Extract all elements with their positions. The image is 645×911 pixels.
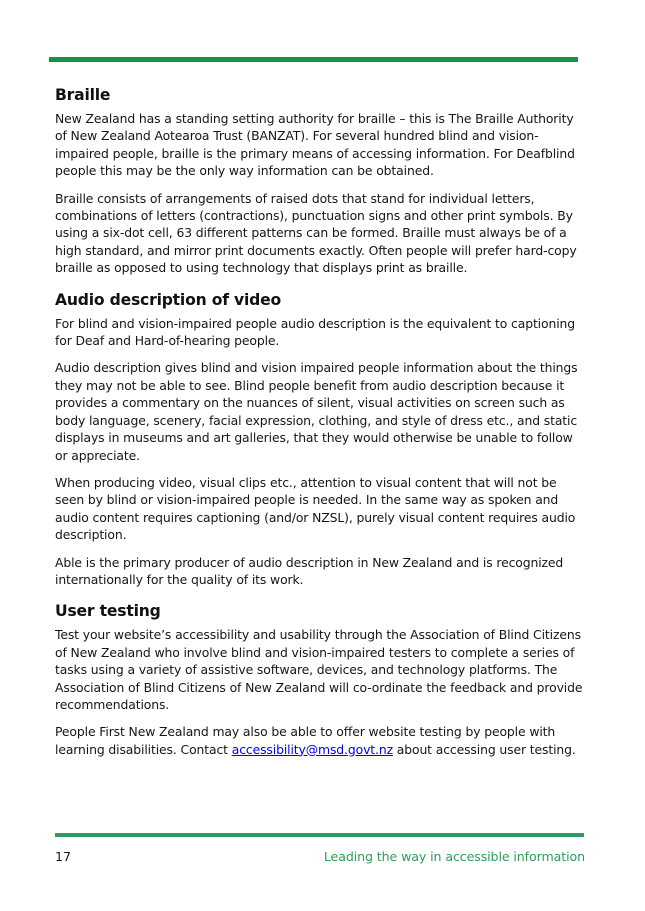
paragraph: For blind and vision-impaired people audio description is the equivalent to captioning for Deaf and Hard-of-hearing people. xyxy=(55,315,575,349)
paragraph-text-before-link: People First New Zealand may also be able to offer website testing by people with learning disabilities. Contact xyxy=(55,724,556,757)
footer-tagline: Leading the way in accessible information xyxy=(323,849,585,864)
paragraph: New Zealand has a standing setting authority for braille – this is The Braille Authority of New Zealand Aotearoa Trust (BANZAT). For several hundred blind and vision- impaired people, braille is the primary means of accessing information. For Deafblind people this may be the only way information can be obtained. xyxy=(55,111,575,179)
paragraph: Test your website’s accessibility and usability through the Association of Blind Citizens of New Zealand who involve blind and vision-impaired testers to complete a series of tasks using a variety of assistive software, devices, and technology platforms. The Association of Blind Citizens of New Zealand will co-ordinate the feedback and provide recommendations. xyxy=(55,627,583,712)
paragraph: Braille consists of arrangements of raised dots that stand for individual letters, combinations of letters (contractions), punctuation signs and other print symbols. By using a six-dot cell, 63 different patterns can be formed. Braille must always be of a high standard, and mirror print documents exactly. Often people will prefer hard-copy braille as opposed to using technology that displays print as braille. xyxy=(55,190,577,276)
page-number: 17 xyxy=(55,849,72,864)
top-divider-rule xyxy=(49,57,578,62)
paragraph: Able is the primary producer of audio description in New Zealand and is recognized internationally for the quality of its work. xyxy=(55,554,564,587)
page-footer xyxy=(55,849,585,864)
paragraph-with-link xyxy=(55,723,588,758)
section-heading-user-testing: User testing xyxy=(55,602,161,621)
section-heading-braille: Braille xyxy=(55,86,111,104)
paragraph: When producing video, visual clips etc., attention to visual content that will not be seen by blind or vision-impaired people is needed. In the same way as spoken and audio content requires captioning (and/or NZSL), purely visual content requires audio description. xyxy=(55,474,576,543)
footer-divider-rule xyxy=(55,833,584,837)
page-content xyxy=(55,86,588,768)
email-link[interactable]: accessibility@msd.govt.nz xyxy=(231,741,393,757)
paragraph-text-after-link: about accessing user testing. xyxy=(392,741,576,757)
paragraph: Audio description gives blind and vision impaired people information about the things they may not be able to see. Blind people benefit from audio description because it provides a commentary on the nuances of silent, visual activities on screen such as body language, scenery, facial expression, clothing, and style of dress etc., and static displays in museums and art galleries, that they would otherwise be unable to follow or appreciate. xyxy=(55,360,578,463)
section-heading-audio-description: Audio description of video xyxy=(55,290,282,309)
